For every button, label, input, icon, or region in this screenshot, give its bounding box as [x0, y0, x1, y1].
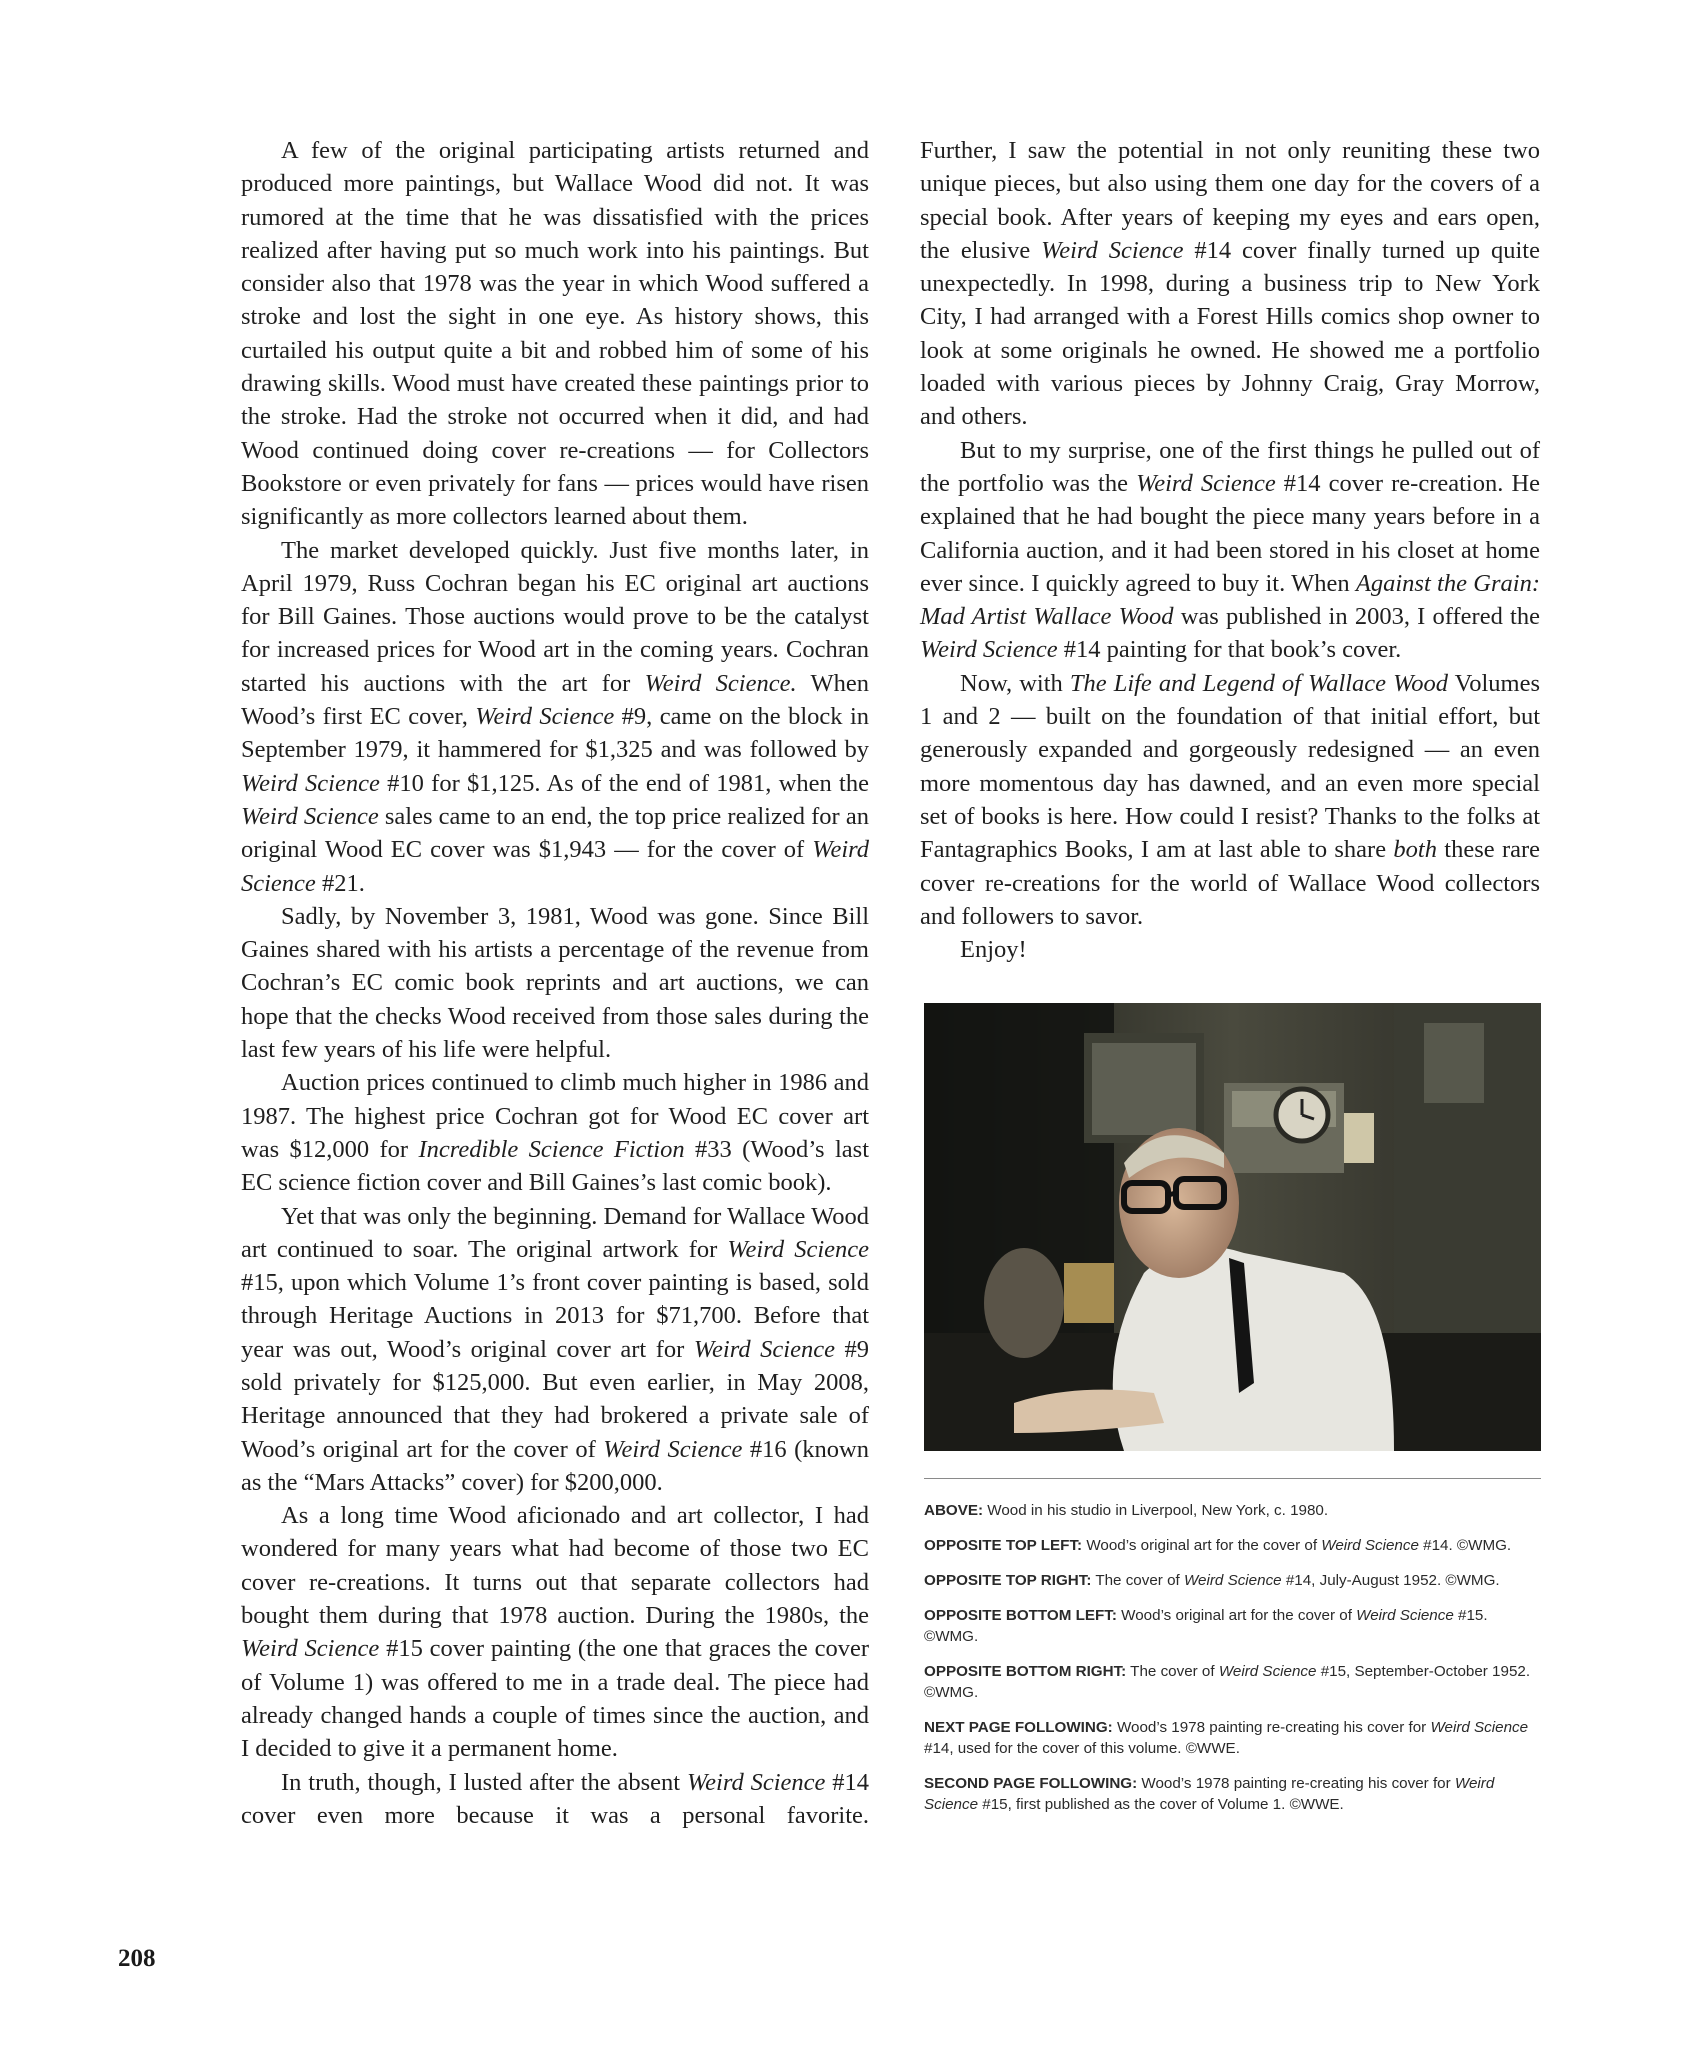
right-text-column: [920, 134, 1540, 966]
paragraph: Auction prices continued to climb much higher in 1986 and 1987. The highest price Cochran got for Wood EC cover art was $12,000 for Incredible Science Fiction #33 (Wood’s last EC science fiction cover and Bill Gaines’s last comic book).: [241, 1069, 869, 1197]
photo-captions: [924, 1500, 1541, 1829]
caption: OPPOSITE BOTTOM LEFT: Wood’s original art for the cover of Weird Science #15. ©WMG.: [924, 1607, 1488, 1645]
paragraph: Further, I saw the potential in not only reuniting these two unique pieces, but also using them one day for the covers of a special book. After years of keeping my eyes and ears open, the elusive Weird Science #14 cover finally turned up quite unexpectedly. In 1998, during a business trip to New York City, I had arranged with a Forest Hills comics shop owner to look at some originals he owned. He showed me a portfolio loaded with various pieces by Johnny Craig, Gray Morrow, and others.: [920, 137, 1540, 431]
paragraph: A few of the original participating artists returned and produced more paintings, but Wallace Wood did not. It was rumored at the time that he was dissatisfied with the prices realized after having put so much work into his paintings. But consider also that 1978 was the year in which Wood suffered a stroke and lost the sight in one eye. As history shows, this curtailed his output quite a bit and robbed him of some of his drawing skills. Wood must have created these paintings prior to the stroke. Had the stroke not occurred when it did, and had Wood continued doing cover re-creations — for Collectors Bookstore or even privately for fans — prices would have risen significantly as more collectors learned about them.: [241, 137, 869, 531]
left-text-column: [241, 134, 869, 1832]
paragraph: As a long time Wood aficionado and art collector, I had wondered for many years what had become of those two EC cover re-creations. It turns out that separate collectors had bought them during that 1978 auction. During the 1980s, the Weird Science #15 cover painting (the one that graces the cover of Volume 1) was offered to me in a trade deal. The piece had already changed hands a couple of times since the auction, and I decided to give it a permanent home.: [241, 1502, 869, 1763]
caption: OPPOSITE BOTTOM RIGHT: The cover of Weird Science #15, September-October 1952. ©WMG.: [924, 1663, 1531, 1701]
page-number: 208: [118, 1945, 156, 1972]
paragraph: Now, with The Life and Legend of Wallace Wood Volumes 1 and 2 — built on the foundation of that initial effort, but generously expanded and gorgeously redesigned — an even more momentous day has dawned, and an even more special set of books is here. How could I resist? Thanks to the folks at Fantagraphics Books, I am at last able to share both these rare cover re-creations for the world of Wallace Wood collectors and followers to savor.: [920, 669, 1541, 930]
caption-divider: [924, 1478, 1541, 1479]
paragraph: Sadly, by November 3, 1981, Wood was gone. Since Bill Gaines shared with his artists a percentage of the revenue from Cochran’s EC comic book reprints and art auctions, we can hope that the checks Wood received from those sales during the last few years of his life were helpful.: [241, 902, 869, 1064]
paragraph: Enjoy!: [960, 936, 1027, 964]
caption: SECOND PAGE FOLLOWING: Wood’s 1978 painting re-creating his cover for Weird Science #15, first published as the cover of Volume 1. ©WWE.: [924, 1775, 1495, 1813]
paragraph: Yet that was only the beginning. Demand for Wallace Wood art continued to soar. The original artwork for Weird Science #15, upon which Volume 1’s front cover painting is based, sold through Heritage Auctions in 2013 for $71,700. Before that year was out, Wood’s original cover art for Weird Science #9 sold privately for $125,000. But even earlier, in May 2008, Heritage announced that they had brokered a private sale of Wood’s original art for the cover of Weird Science #16 (known as the “Mars Attacks” cover) for $200,000.: [241, 1202, 869, 1496]
paragraph: The market developed quickly. Just five months later, in April 1979, Russ Cochran began his EC original art auctions for Bill Gaines. Those auctions would prove to be the catalyst for increased prices for Wood art in the coming years. Cochran started his auctions with the art for Weird Science. When Wood’s first EC cover, Weird Science #9, came on the block in September 1979, it hammered for $1,325 and was followed by Weird Science #10 for $1,125. As of the end of 1981, when the Weird Science sales came to an end, the top price realized for an original Wood EC cover was $1,943 — for the cover of Weird Science #21.: [241, 536, 869, 897]
paragraph: In truth, though, I lusted after the absent Weird Science #14 cover even more because it was a personal favorite.: [241, 1768, 869, 1829]
photo-illustration: [924, 1003, 1541, 1451]
caption: NEXT PAGE FOLLOWING: Wood’s 1978 painting re-creating his cover for Weird Science #14, used for the cover of this volume. ©WWE.: [924, 1719, 1529, 1757]
caption: OPPOSITE TOP RIGHT: The cover of Weird Science #14, July-August 1952. ©WMG.: [924, 1572, 1500, 1589]
caption: ABOVE: Wood in his studio in Liverpool, New York, c. 1980.: [924, 1502, 1329, 1519]
studio-photo: [924, 1003, 1541, 1451]
caption: OPPOSITE TOP LEFT: Wood’s original art for the cover of Weird Science #14. ©WMG.: [924, 1537, 1512, 1554]
paragraph: But to my surprise, one of the first things he pulled out of the portfolio was the Weird Science #14 cover re-creation. He explained that he had bought the piece many years before in a California auction, and it had been stored in his closet at home ever since. I quickly agreed to buy it. When Against the Grain: Mad Artist Wallace Wood was published in 2003, I offered the Weird Science #14 painting for that book’s cover.: [920, 436, 1541, 664]
